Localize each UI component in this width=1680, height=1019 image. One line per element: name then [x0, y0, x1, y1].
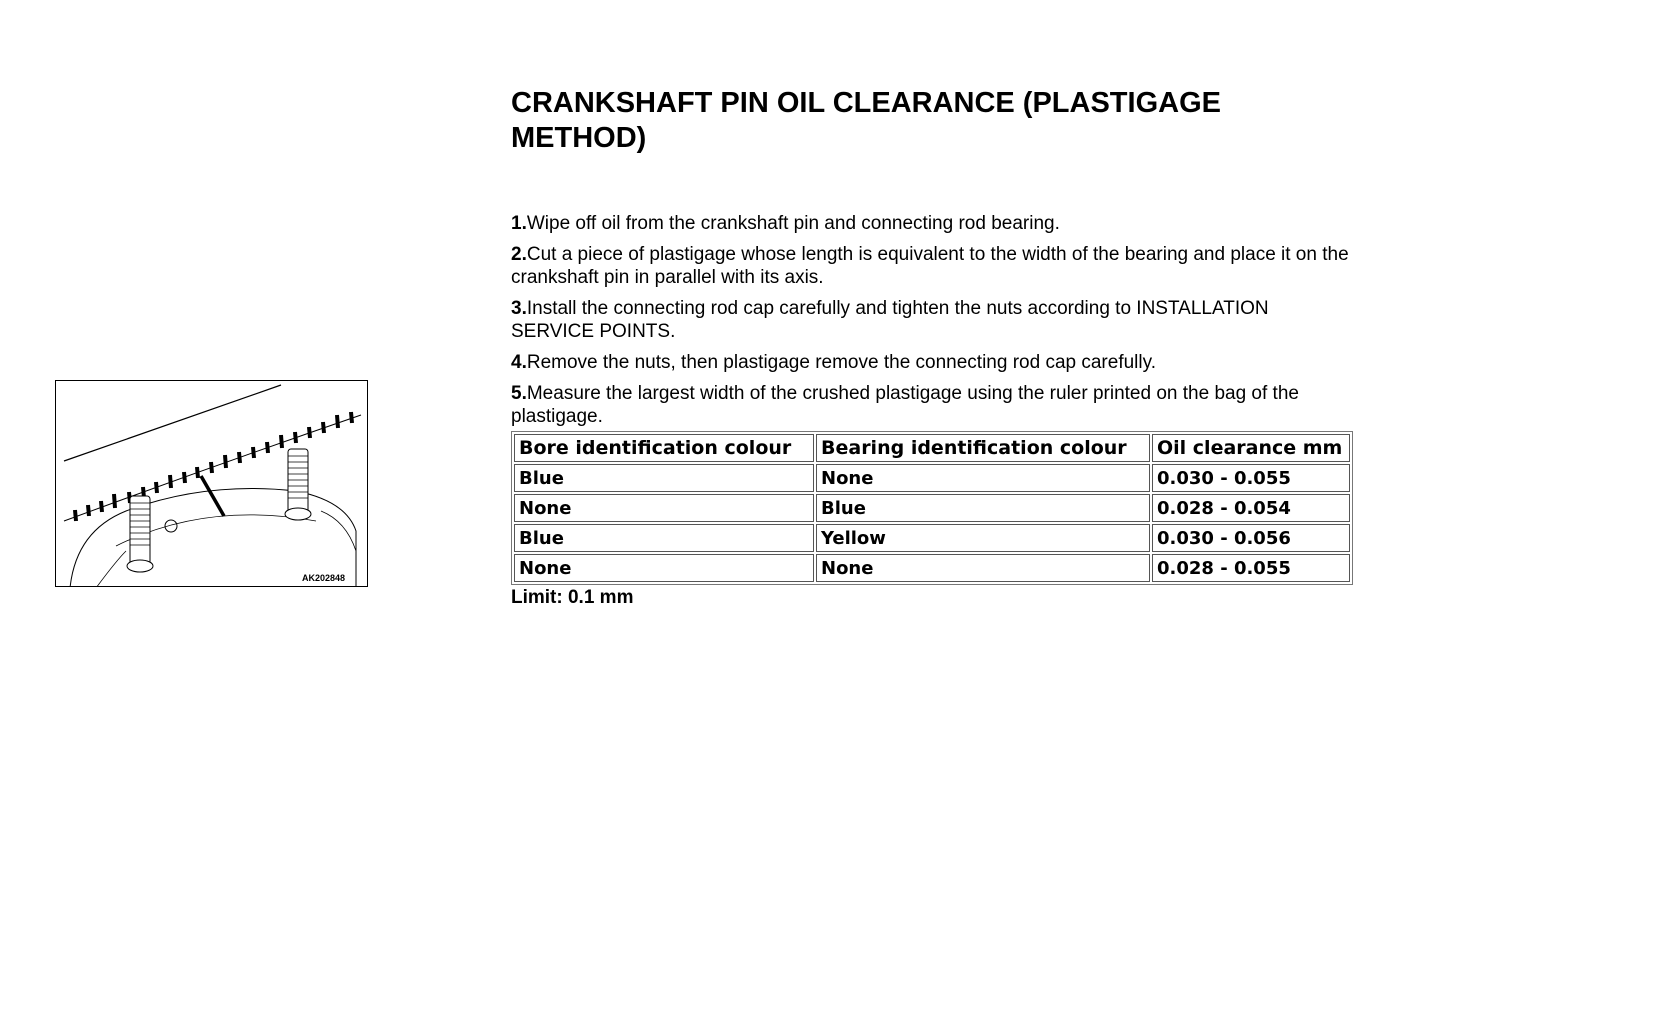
page-title: CRANKSHAFT PIN OIL CLEARANCE (PLASTIGAGE METHOD)	[511, 87, 1221, 154]
step-text: Measure the largest width of the crushed plastigage using the ruler printed on the bag of the plastigage.	[511, 383, 1299, 427]
step-number: 1.	[511, 213, 527, 234]
step-text: Install the connecting rod cap carefully and tighten the nuts according to INSTALLATION SERVICE POINTS.	[511, 298, 1269, 342]
procedure-content	[511, 86, 1353, 609]
table-cell: 0.030 - 0.055	[1152, 464, 1350, 492]
step-text: Remove the nuts, then plastigage remove the connecting rod cap carefully.	[526, 352, 1156, 373]
step-item	[511, 382, 1353, 428]
plastigage-drawing	[56, 381, 368, 587]
table-cell: None	[816, 464, 1150, 492]
table-cell: None	[514, 554, 814, 582]
step-number: 2.	[511, 244, 527, 265]
plastigage-illustration	[55, 380, 368, 587]
table-cell: 0.028 - 0.055	[1152, 554, 1350, 582]
table-cell: Yellow	[816, 524, 1150, 552]
table-cell: Blue	[514, 524, 814, 552]
step-text: Wipe off oil from the crankshaft pin and connecting rod bearing.	[526, 213, 1060, 234]
step-item	[511, 297, 1353, 343]
column-header: Bearing identification colour	[816, 434, 1150, 462]
oil-clearance-table	[511, 431, 1353, 585]
step-list	[511, 212, 1353, 428]
step-number: 5.	[511, 383, 527, 404]
column-header: Bore identification colour	[514, 434, 814, 462]
step-item	[511, 351, 1353, 374]
step-item	[511, 243, 1353, 289]
table-cell: None	[514, 494, 814, 522]
table-row	[514, 464, 1350, 492]
step-number: 4.	[511, 352, 527, 373]
table-row	[514, 554, 1350, 582]
step-item	[511, 212, 1353, 235]
table-cell: 0.030 - 0.056	[1152, 524, 1350, 552]
step-number: 3.	[511, 298, 527, 319]
limit-value: Limit: 0.1 mm	[511, 587, 634, 608]
table-header-row	[514, 434, 1350, 462]
table-cell: None	[816, 554, 1150, 582]
step-text: Cut a piece of plastigage whose length is equivalent to the width of the bearing and place it on the crankshaft pin in parallel with its axis.	[511, 244, 1349, 288]
table-row	[514, 524, 1350, 552]
table-cell: Blue	[816, 494, 1150, 522]
table-cell: Blue	[514, 464, 814, 492]
table-row	[514, 494, 1350, 522]
figure-code: AK202848	[301, 573, 345, 583]
table-cell: 0.028 - 0.054	[1152, 494, 1350, 522]
column-header: Oil clearance mm	[1152, 434, 1350, 462]
